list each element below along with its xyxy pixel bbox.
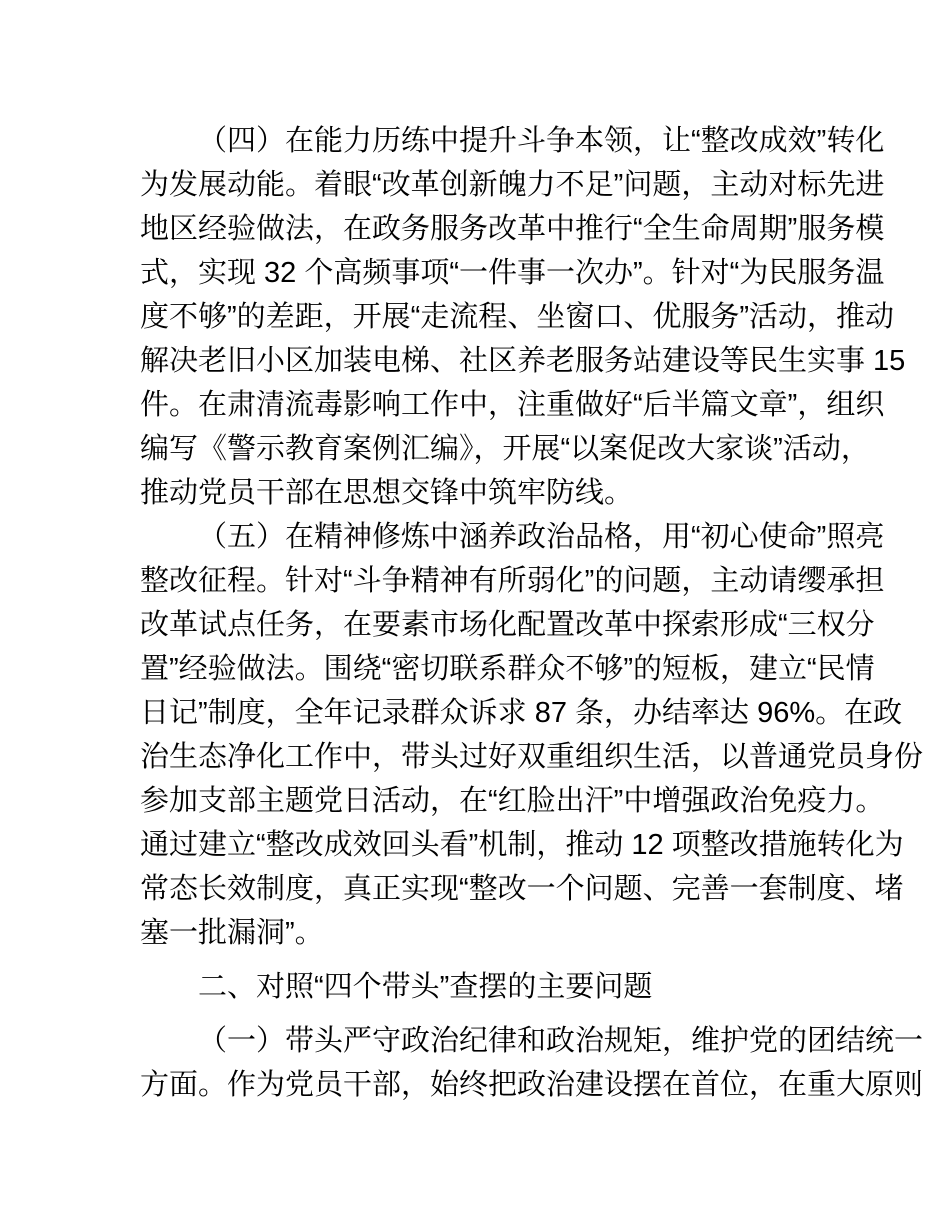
text-line: 通过建立“整改成效回头看”机制，推动 12 项整改措施转化为 <box>140 829 904 861</box>
text-line: （五）在精神修炼中涵养政治品格，用“初心使命”照亮 <box>198 521 885 553</box>
text-line: 件。在肃清流毒影响工作中，注重做好“后半篇文章”，组织 <box>140 389 885 421</box>
text-line: 改革试点任务，在要素市场化配置改革中探索形成“三权分 <box>140 609 875 641</box>
text-line: 常态长效制度，真正实现“整改一个问题、完善一套制度、堵 <box>140 873 904 905</box>
paragraph-item-5 <box>140 515 924 955</box>
text-line: 置”经验做法。围绕“密切联系群众不够”的短板，建立“民情 <box>140 653 875 685</box>
text-line: 整改征程。针对“斗争精神有所弱化”的问题，主动请缨承担 <box>140 565 885 597</box>
text-line: 地区经验做法，在政务服务改革中推行“全生命周期”服务模 <box>140 213 885 245</box>
text-line: （四）在能力历练中提升斗争本领，让“整改成效”转化 <box>198 125 885 157</box>
text-line: 参加支部主题党日活动，在“红脸出汗”中增强政治免疫力。 <box>140 785 885 817</box>
section-heading-2 <box>140 965 810 1009</box>
paragraph-item-4 <box>140 119 906 515</box>
paragraph-item-1 <box>140 1019 924 1107</box>
text-line: 二、对照“四个带头”查摆的主要问题 <box>198 971 653 1003</box>
document-body <box>140 119 924 1107</box>
text-line: 编写《警示教育案例汇编》，开展“以案促改大家谈”活动， <box>140 433 870 465</box>
text-line: 度不够”的差距，开展“走流程、坐窗口、优服务”活动，推动 <box>140 301 894 333</box>
text-line: 塞一批漏洞”。 <box>140 917 324 949</box>
text-line: 式，实现 32 个高频事项“一件事一次办”。针对“为民服务温 <box>140 257 885 289</box>
text-line: （一）带头严守政治纪律和政治规矩，维护党的团结统一 <box>198 1025 924 1057</box>
text-line: 为发展动能。着眼“改革创新魄力不足”问题，主动对标先进 <box>140 169 885 201</box>
text-line: 方面。作为党员干部，始终把政治建设摆在首位，在重大原则 <box>140 1069 924 1101</box>
text-line: 解决老旧小区加装电梯、社区养老服务站建设等民生实事 15 <box>140 345 906 377</box>
text-line: 治生态净化工作中，带头过好双重组织生活，以普通党员身份 <box>140 741 924 773</box>
text-line: 日记”制度，全年记录群众诉求 87 条，办结率达 96%。在政 <box>140 697 903 729</box>
text-line: 推动党员干部在思想交锋中筑牢防线。 <box>140 477 634 509</box>
